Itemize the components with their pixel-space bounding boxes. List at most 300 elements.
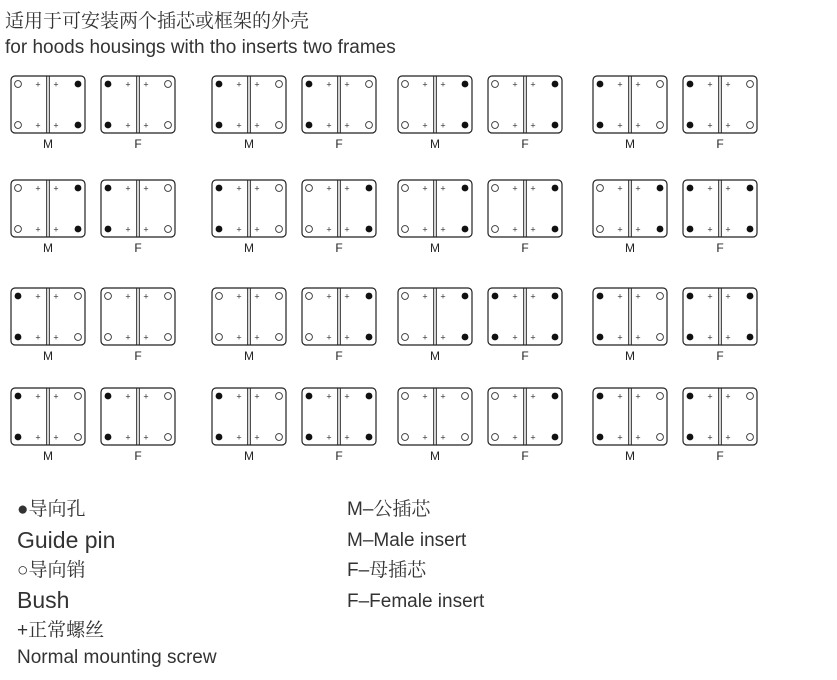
bush-marker [75,393,82,400]
female-insert-box [101,180,175,237]
guide-pin-marker [366,393,373,400]
legend-screw-en: Normal mounting screw [17,647,217,668]
screw-marker: + [617,183,623,194]
screw-marker: + [512,332,518,343]
guide-pin-marker [75,226,82,233]
bush-marker [15,185,22,192]
screw-marker: + [440,291,446,302]
bush-marker [165,226,172,233]
bush-marker [366,81,373,88]
bush-marker [216,293,223,300]
guide-pin-marker [747,293,754,300]
screw-marker: + [635,432,641,443]
bush-marker [747,393,754,400]
screw-marker: + [236,432,242,443]
female-label: F [521,449,529,463]
female-label: F [134,241,142,255]
screw-marker: + [53,79,59,90]
insert-outline [593,388,667,445]
male-insert-box [593,76,667,133]
insert-outline [302,288,376,345]
bush-marker [306,293,313,300]
screw-marker: + [422,332,428,343]
male-insert-box [212,76,286,133]
male-label: M [430,449,440,463]
guide-pin-marker [216,226,223,233]
screw-marker: + [143,183,149,194]
guide-pin-marker [462,226,469,233]
male-label: M [625,449,635,463]
screw-marker: + [236,120,242,131]
bush-marker [462,434,469,441]
screw-marker: + [326,224,332,235]
male-insert-box [11,76,85,133]
male-label: M [430,137,440,151]
guide-pin-marker [492,293,499,300]
screw-marker: + [422,120,428,131]
screw-marker: + [512,224,518,235]
screw-marker: + [236,391,242,402]
female-label: F [716,241,724,255]
bush-marker [165,393,172,400]
guide-pin-marker [747,226,754,233]
female-label: F [335,241,343,255]
screw-marker: + [617,291,623,302]
screw-marker: + [236,332,242,343]
bush-marker [657,293,664,300]
screw-marker: + [143,291,149,302]
screw-marker: + [707,432,713,443]
guide-pin-marker [597,81,604,88]
screw-marker: + [422,79,428,90]
female-insert-box [302,180,376,237]
bush-marker [276,293,283,300]
screw-marker: + [254,332,260,343]
screw-marker: + [635,224,641,235]
bush-marker [306,185,313,192]
legend-female-en: F–Female insert [347,591,485,612]
female-label: F [335,349,343,363]
guide-pin-marker [552,393,559,400]
male-insert-box [398,180,472,237]
bush-marker [276,334,283,341]
male-insert-box [212,180,286,237]
guide-pin-marker [657,185,664,192]
male-insert-box [212,388,286,445]
screw-marker: + [254,291,260,302]
female-label: F [134,349,142,363]
bush-marker [105,293,112,300]
guide-pin-marker [747,185,754,192]
screw-marker: + [236,291,242,302]
female-insert-box [101,76,175,133]
insert-outline [398,388,472,445]
male-insert-box [212,288,286,345]
screw-marker: + [143,332,149,343]
insert-outline [683,388,757,445]
bush-marker [402,334,409,341]
screw-marker: + [35,79,41,90]
bush-marker [165,434,172,441]
screw-marker: + [422,224,428,235]
insert-outline [593,288,667,345]
female-label: F [716,349,724,363]
screw-marker: + [617,391,623,402]
male-insert-box [398,76,472,133]
screw-marker: + [440,224,446,235]
guide-pin-marker [552,122,559,129]
bush-marker [402,185,409,192]
guide-pin-marker [687,293,694,300]
screw-marker: + [530,79,536,90]
bush-marker [657,393,664,400]
male-label: M [244,241,254,255]
guide-pin-marker [15,434,22,441]
male-label: M [244,137,254,151]
legend-guide-pin-en: Guide pin [17,527,116,553]
guide-pin-marker [552,334,559,341]
screw-marker: + [635,183,641,194]
bush-marker [216,334,223,341]
male-label: M [244,349,254,363]
screw-marker: + [512,79,518,90]
bush-marker [657,434,664,441]
female-label: F [134,449,142,463]
screw-marker: + [125,332,131,343]
bush-marker [657,122,664,129]
screw-marker: + [707,332,713,343]
screw-marker: + [725,291,731,302]
bush-marker [492,122,499,129]
bush-marker [276,393,283,400]
legend-male-en: M–Male insert [347,530,467,551]
screw-marker: + [125,291,131,302]
legend-female-cn: F–母插芯 [347,560,427,581]
insert-outline [488,76,562,133]
guide-pin-marker [597,334,604,341]
male-insert-box [398,288,472,345]
screw-marker: + [617,79,623,90]
bush-marker [402,226,409,233]
guide-pin-marker [552,81,559,88]
screw-marker: + [53,183,59,194]
bush-marker [492,226,499,233]
insert-outline [11,388,85,445]
screw-marker: + [125,391,131,402]
bush-marker [402,122,409,129]
insert-outline [683,180,757,237]
guide-pin-marker [597,293,604,300]
screw-marker: + [143,391,149,402]
screw-marker: + [125,224,131,235]
insert-outline [212,288,286,345]
male-label: M [43,241,53,255]
screw-marker: + [512,183,518,194]
screw-marker: + [422,291,428,302]
screw-marker: + [344,432,350,443]
screw-marker: + [344,183,350,194]
guide-pin-marker [687,81,694,88]
guide-pin-marker [366,226,373,233]
insert-outline [593,180,667,237]
screw-marker: + [725,224,731,235]
screw-marker: + [53,120,59,131]
screw-marker: + [635,79,641,90]
male-insert-box [593,288,667,345]
male-label: M [430,349,440,363]
legend-screw-cn: +正常螺丝 [17,620,105,641]
guide-pin-marker [105,81,112,88]
male-label: M [625,241,635,255]
bush-marker [366,122,373,129]
female-label: F [134,137,142,151]
insert-outline [398,288,472,345]
guide-pin-marker [105,185,112,192]
screw-marker: + [707,120,713,131]
guide-pin-marker [216,81,223,88]
screw-marker: + [530,183,536,194]
guide-pin-marker [75,81,82,88]
screw-marker: + [254,224,260,235]
screw-marker: + [707,183,713,194]
screw-marker: + [125,79,131,90]
female-insert-box [302,76,376,133]
bush-marker [276,185,283,192]
screw-marker: + [440,432,446,443]
guide-pin-marker [366,293,373,300]
female-insert-box [683,388,757,445]
screw-marker: + [530,120,536,131]
screw-marker: + [53,391,59,402]
female-insert-box [683,76,757,133]
guide-pin-marker [687,185,694,192]
guide-pin-marker [462,185,469,192]
bush-marker [165,293,172,300]
male-label: M [43,349,53,363]
bush-marker [657,81,664,88]
screw-marker: + [512,120,518,131]
screw-marker: + [35,332,41,343]
guide-pin-marker [15,334,22,341]
insert-outline [398,180,472,237]
female-insert-box [302,388,376,445]
screw-marker: + [254,120,260,131]
screw-marker: + [707,79,713,90]
screw-marker: + [635,391,641,402]
screw-marker: + [143,432,149,443]
male-label: M [430,241,440,255]
screw-marker: + [512,291,518,302]
guide-pin-marker [366,434,373,441]
guide-pin-marker [597,434,604,441]
male-label: M [625,349,635,363]
screw-marker: + [344,291,350,302]
bush-marker [15,81,22,88]
insert-outline [683,288,757,345]
bush-marker [597,185,604,192]
male-label: M [43,137,53,151]
screw-marker: + [530,391,536,402]
screw-marker: + [344,120,350,131]
guide-pin-marker [216,393,223,400]
screw-marker: + [725,332,731,343]
screw-marker: + [125,432,131,443]
screw-marker: + [53,432,59,443]
screw-marker: + [143,120,149,131]
guide-pin-marker [75,122,82,129]
screw-marker: + [440,332,446,343]
title-chinese: 适用于可安装两个插芯或框架的外壳 [5,10,310,32]
screw-marker: + [326,391,332,402]
guide-pin-marker [552,226,559,233]
screw-marker: + [254,432,260,443]
bush-marker [276,122,283,129]
screw-marker: + [326,332,332,343]
guide-pin-marker [105,226,112,233]
legend-bush-en: Bush [17,587,70,613]
screw-marker: + [635,291,641,302]
female-insert-box [683,288,757,345]
screw-marker: + [440,183,446,194]
female-insert-box [488,388,562,445]
male-insert-box [593,388,667,445]
female-label: F [716,449,724,463]
guide-pin-marker [366,334,373,341]
screw-marker: + [635,120,641,131]
screw-marker: + [440,79,446,90]
male-label: M [625,137,635,151]
screw-marker: + [143,224,149,235]
screw-marker: + [53,291,59,302]
bush-marker [747,434,754,441]
insert-outline [212,388,286,445]
guide-pin-marker [105,122,112,129]
bush-marker [165,334,172,341]
guide-pin-marker [216,185,223,192]
guide-pin-marker [306,81,313,88]
screw-marker: + [725,183,731,194]
screw-marker: + [236,224,242,235]
female-label: F [716,137,724,151]
insert-outline [11,288,85,345]
guide-pin-marker [462,81,469,88]
insert-outline [302,388,376,445]
screw-marker: + [707,391,713,402]
insert-outline [488,288,562,345]
screw-marker: + [512,432,518,443]
female-label: F [335,449,343,463]
female-insert-box [302,288,376,345]
guide-pin-marker [306,434,313,441]
screw-marker: + [530,291,536,302]
insert-outline [302,180,376,237]
screw-marker: + [422,391,428,402]
screw-marker: + [125,183,131,194]
screw-marker: + [326,79,332,90]
guide-pin-marker [687,226,694,233]
screw-marker: + [617,432,623,443]
insert-outline [683,76,757,133]
guide-pin-marker [105,434,112,441]
screw-marker: + [344,79,350,90]
guide-pin-marker [306,122,313,129]
screw-marker: + [635,332,641,343]
guide-pin-marker [366,185,373,192]
screw-marker: + [725,79,731,90]
guide-pin-marker [462,122,469,129]
male-insert-box [11,288,85,345]
bush-marker [105,334,112,341]
screw-marker: + [326,291,332,302]
insert-outline [212,180,286,237]
screw-marker: + [617,332,623,343]
screw-marker: + [344,224,350,235]
screw-marker: + [617,224,623,235]
guide-pin-marker [306,393,313,400]
female-label: F [521,137,529,151]
male-insert-box [11,388,85,445]
bush-marker [276,81,283,88]
guide-pin-marker [687,122,694,129]
screw-marker: + [53,224,59,235]
screw-marker: + [35,120,41,131]
bush-marker [747,81,754,88]
female-label: F [521,349,529,363]
female-insert-box [488,180,562,237]
insert-outline [488,180,562,237]
guide-pin-marker [462,334,469,341]
screw-marker: + [725,120,731,131]
bush-marker [402,293,409,300]
bush-marker [657,334,664,341]
bush-marker [276,434,283,441]
screw-marker: + [326,183,332,194]
screw-marker: + [530,224,536,235]
male-label: M [43,449,53,463]
guide-pin-marker [687,334,694,341]
screw-marker: + [326,120,332,131]
insert-outline [11,76,85,133]
insert-outline [101,288,175,345]
bush-marker [165,122,172,129]
female-label: F [521,241,529,255]
bush-marker [597,226,604,233]
screw-marker: + [422,432,428,443]
guide-pin-marker [552,434,559,441]
bush-marker [402,434,409,441]
bush-marker [747,122,754,129]
bush-marker [462,393,469,400]
screw-marker: + [254,183,260,194]
screw-marker: + [422,183,428,194]
guide-pin-marker [492,334,499,341]
female-insert-box [101,388,175,445]
bush-marker [15,226,22,233]
legend-male-cn: M–公插芯 [347,499,431,520]
screw-marker: + [530,332,536,343]
male-label: M [244,449,254,463]
screw-marker: + [344,391,350,402]
guide-pin-marker [15,393,22,400]
bush-marker [15,122,22,129]
screw-marker: + [512,391,518,402]
bush-marker [402,393,409,400]
screw-marker: + [254,79,260,90]
legend-bush-cn: ○导向销 [17,560,86,581]
guide-pin-marker [216,122,223,129]
legend-guide-pin-cn: ●导向孔 [17,499,86,520]
insert-outline [101,76,175,133]
